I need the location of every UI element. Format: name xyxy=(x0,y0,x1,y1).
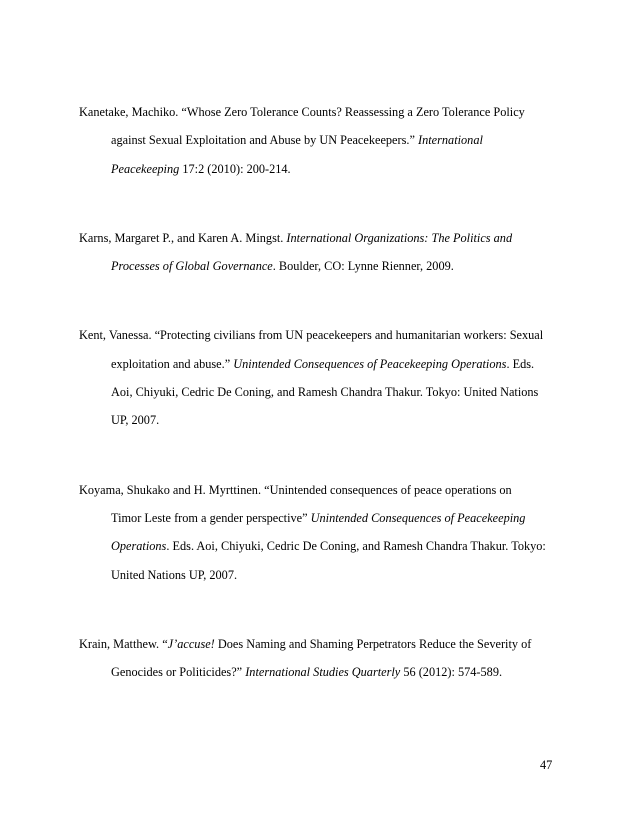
entry-line xyxy=(79,155,579,183)
entry-text: . Boulder, CO: Lynne Rienner, 2009. xyxy=(272,259,454,274)
entry-text: Aoi, Chiyuki, Cedric De Coning, and Ramesh Chandra Thakur. Tokyo: United Nations xyxy=(111,385,539,400)
entry-line xyxy=(79,224,579,252)
entry-line xyxy=(79,476,579,504)
entry-text: Krain, Matthew. “ xyxy=(79,636,168,651)
entry-text: Kent, Vanessa. “Protecting civilians from UN peacekeepers and humanitarian workers: Sexual xyxy=(79,328,544,343)
entry-line xyxy=(79,98,579,126)
entry-line xyxy=(79,658,579,686)
italic-text: International xyxy=(418,133,483,148)
bibliography-entry xyxy=(79,224,579,281)
italic-text: Processes of Global Governance xyxy=(111,259,273,274)
entry-line xyxy=(79,378,579,406)
entry-text: . Eds. Aoi, Chiyuki, Cedric De Coning, and Ramesh Chandra Thakur. Tokyo: xyxy=(166,539,546,554)
entry-text: United Nations UP, 2007. xyxy=(111,567,238,582)
entry-text: exploitation and abuse.” xyxy=(111,356,234,371)
entry-text: . Eds. xyxy=(506,356,535,371)
italic-text: International Organizations: The Politics and xyxy=(286,230,513,245)
entry-line xyxy=(79,532,579,560)
entry-line xyxy=(79,321,579,349)
entry-text: Timor Leste from a gender perspective” xyxy=(111,510,311,525)
entry-line xyxy=(79,126,579,154)
italic-text: Unintended Consequences of Peacekeeping xyxy=(310,510,526,525)
entry-text: Genocides or Politicides?” xyxy=(111,665,246,680)
entry-text: 56 (2012): 574-589. xyxy=(400,665,503,680)
entry-line xyxy=(79,406,579,434)
page-number: 47 xyxy=(540,758,553,772)
entry-line xyxy=(79,350,579,378)
entry-line xyxy=(79,504,579,532)
entry-line xyxy=(79,630,579,658)
entry-text: against Sexual Exploitation and Abuse by UN Peacekeepers.” xyxy=(111,133,418,148)
entry-text: Kanetake, Machiko. “Whose Zero Tolerance Counts? Reassessing a Zero Tolerance Policy xyxy=(79,105,525,119)
entry-text: Karns, Margaret P., and Karen A. Mingst. xyxy=(79,230,287,245)
bibliography-entry xyxy=(79,476,579,589)
entry-text: 17:2 (2010): 200-214. xyxy=(179,161,291,176)
entry-text: Koyama, Shukako and H. Myrttinen. “Unintended consequences of peace operations on xyxy=(79,482,512,497)
bibliography-list xyxy=(79,98,579,727)
italic-text: J’accuse! xyxy=(167,636,215,651)
italic-text: Unintended Consequences of Peacekeeping Operations xyxy=(233,356,507,371)
bibliography-entry xyxy=(79,98,579,183)
italic-text: International Studies Quarterly xyxy=(245,665,401,680)
entry-line xyxy=(79,561,579,589)
italic-text: Peacekeeping xyxy=(111,161,180,176)
entry-text: UP, 2007. xyxy=(111,413,160,428)
entry-text: Does Naming and Shaming Perpetrators Reduce the Severity of xyxy=(214,636,532,651)
italic-text: Operations xyxy=(111,539,167,554)
bibliography-entry xyxy=(79,321,579,434)
entry-line xyxy=(79,252,579,280)
bibliography-entry xyxy=(79,630,579,687)
